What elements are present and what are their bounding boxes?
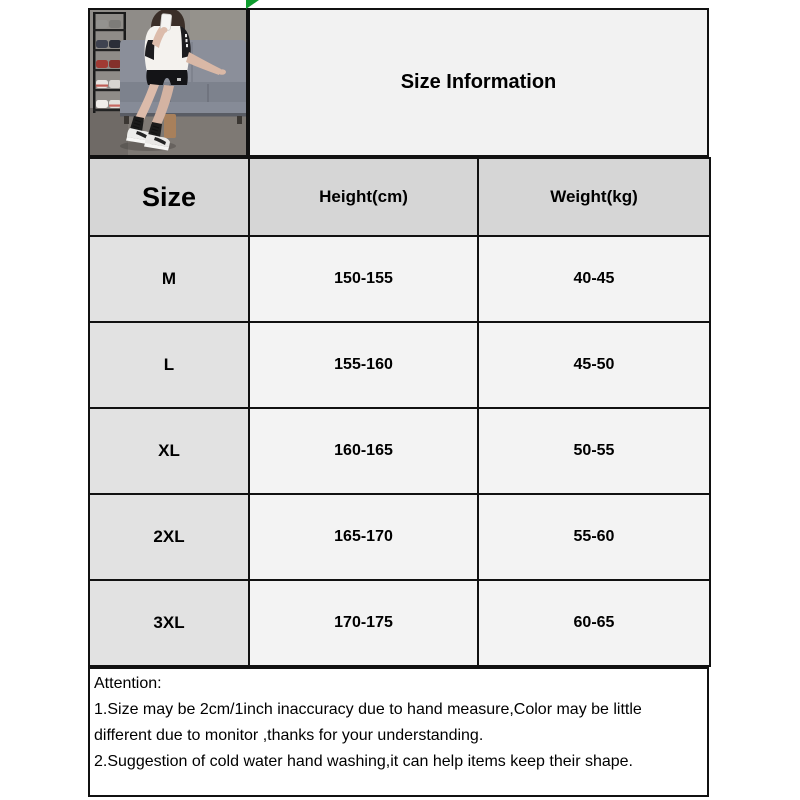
wooden-stool: [164, 114, 176, 138]
height-value: 165-170: [249, 494, 478, 580]
size-information-header: [248, 8, 709, 157]
corner-marker-triangle: [246, 0, 259, 9]
column-header-size: Size: [89, 158, 249, 236]
weight-value: 40-45: [478, 236, 710, 322]
table-row: [89, 494, 710, 580]
column-header-weight: Weight(kg): [478, 158, 710, 236]
attention-note-1: 1.Size may be 2cm/1inch inaccuracy due to hand measure,Color may be little different due to monitor ,thanks for your understanding.: [94, 701, 642, 744]
attention-box: [88, 667, 709, 797]
attention-title: Attention:: [94, 675, 162, 692]
size-table: [88, 157, 711, 667]
model-photo-illustration: [90, 10, 246, 155]
table-row: [89, 408, 710, 494]
table-header-row: [89, 158, 710, 236]
model-photo: [88, 8, 248, 157]
column-header-height: Height(cm): [249, 158, 478, 236]
weight-value: 60-65: [478, 580, 710, 666]
height-value: 155-160: [249, 322, 478, 408]
height-value: 160-165: [249, 408, 478, 494]
size-label: M: [89, 236, 249, 322]
attention-note-2: 2.Suggestion of cold water hand washing,it can help items keep their shape.: [94, 753, 633, 770]
size-label: XL: [89, 408, 249, 494]
size-label: L: [89, 322, 249, 408]
weight-value: 50-55: [478, 408, 710, 494]
height-value: 170-175: [249, 580, 478, 666]
table-row: [89, 236, 710, 322]
height-value: 150-155: [249, 236, 478, 322]
page-title: Size Information: [400, 71, 557, 93]
table-row: [89, 580, 710, 666]
table-row: [89, 322, 710, 408]
size-label: 3XL: [89, 580, 249, 666]
weight-value: 45-50: [478, 322, 710, 408]
size-label: 2XL: [89, 494, 249, 580]
weight-value: 55-60: [478, 494, 710, 580]
